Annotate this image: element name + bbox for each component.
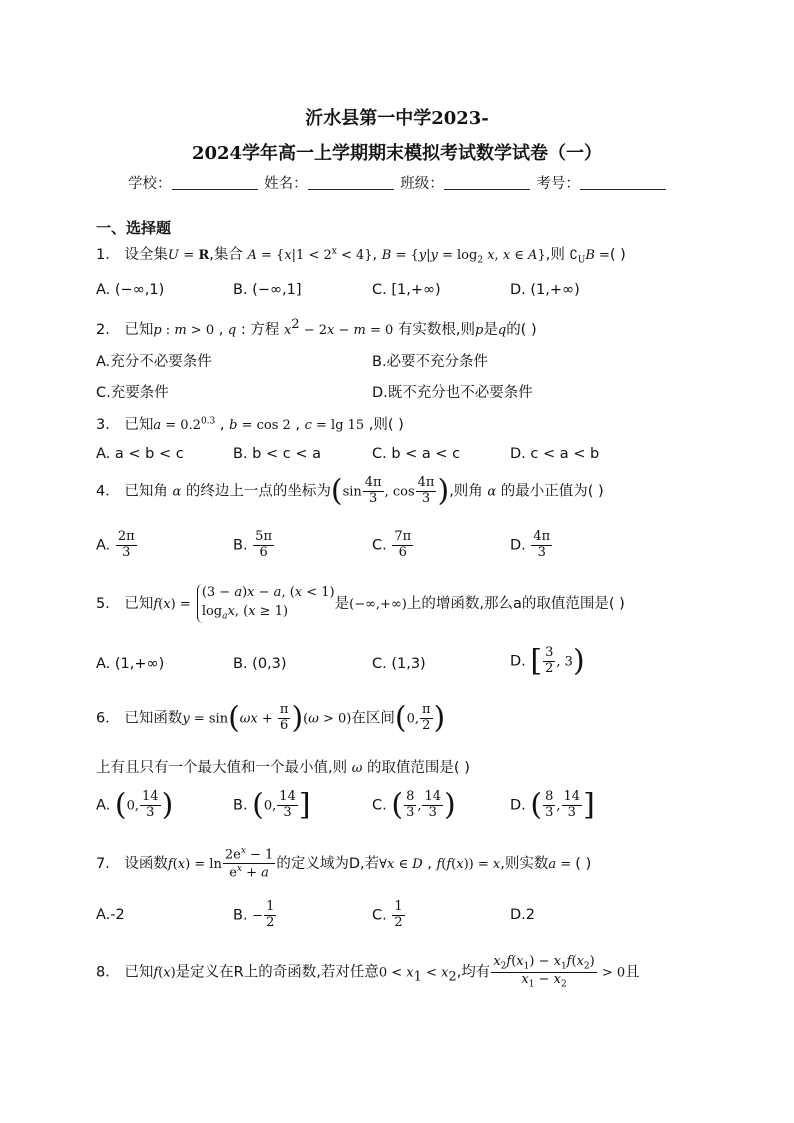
question-text: 已知角 xyxy=(124,483,168,500)
q7-option-a[interactable]: A.-2 xyxy=(96,907,125,923)
question-number: 6． xyxy=(96,710,120,727)
question-text: 已知 xyxy=(124,964,154,981)
question-2: 2． 已知p : m > 0 , q : 方程 $x^2 - 2x - m = 0$ 有实数根,则p是q的( ) xyxy=(96,317,537,338)
question-text: 是定义在R上的奇函数,若对任意 xyxy=(175,964,379,981)
question-number: 3． xyxy=(96,417,120,433)
name-field[interactable] xyxy=(308,175,394,190)
question-text: ,则角 xyxy=(449,483,483,500)
question-3: 3． 已知$a = 0.2^{0.3}$ , b = cos 2 , c = lg 15 ,则( ) xyxy=(96,416,404,433)
q1-option-a[interactable]: A. (−∞,1) xyxy=(96,282,165,298)
q5-option-a[interactable]: A. (1,+∞) xyxy=(96,656,165,672)
q1-option-c[interactable]: C. [1,+∞) xyxy=(372,282,441,298)
question-6: 6． 已知函数y = sin(ωx + $\frac{\pi}{6}$ )(ω > 0)在区间(0, $\frac{\pi}{2}$ ) xyxy=(96,700,446,736)
exam-title-line2: 2024学年高一上学期期末模拟考试数学试卷（一） xyxy=(191,143,603,164)
q5-option-d[interactable]: D. [ $\frac{3}{2}$ , 3) xyxy=(510,643,585,679)
question-text: ,则实数 xyxy=(500,855,549,872)
q5-option-c[interactable]: C. (1,3) xyxy=(372,656,426,672)
question-text: 且 xyxy=(625,964,640,981)
question-text: 上的增函数,那么a的取值范围是( ) xyxy=(406,595,625,612)
question-1: 1． 设全集U = R,集合 $A = \{x|1 < 2^x < 4\}$, $B = \{y|y = \log_2 x$, x ∈ A},则 $∁_UB$ =( ) xyxy=(96,246,626,266)
q5-option-b[interactable]: B. (0,3) xyxy=(233,656,287,672)
q2-option-d[interactable]: D.既不充分也不必要条件 xyxy=(372,385,533,401)
question-number: 7． xyxy=(96,855,120,872)
q1-option-b[interactable]: B. (−∞,1] xyxy=(233,282,302,298)
q2-option-b[interactable]: B.必要不充分条件 xyxy=(372,354,489,370)
q3-option-b[interactable]: B. b < c < a xyxy=(233,446,321,462)
question-text: 的最小正值为( ) xyxy=(500,483,604,500)
question-text: 在区间 xyxy=(351,710,395,727)
number-field[interactable] xyxy=(580,175,666,190)
q6-option-a[interactable]: A. (0, $\frac{14}{3}$ ) xyxy=(96,787,174,823)
q4-option-a[interactable]: A. $\frac{2\pi}{3}$ xyxy=(96,529,135,560)
question-number: 2． xyxy=(96,321,120,338)
student-info-row xyxy=(128,172,668,193)
q4-option-b[interactable]: B. $\frac{5\pi}{6}$ xyxy=(233,529,272,560)
q2-option-a[interactable]: A.充分不必要条件 xyxy=(96,354,212,370)
question-5: 5． 已知f(x) = (3 − a)x − a, (x < 1) $\log_ax$, (x ≥ 1) 是(−∞,+∞)上的增函数,那么a的取值范围是( ) xyxy=(96,584,625,623)
piecewise-definition: (3 − a)x − a, (x < 1) $\log_ax$, (x ≥ 1) xyxy=(197,584,335,623)
question-text: 已知 xyxy=(124,417,154,433)
question-text: 的定义域为D,若 xyxy=(276,855,380,872)
question-text: 上有且只有一个最大值和一个最小值,则 xyxy=(96,760,348,776)
question-text: 的取值范围是( ) xyxy=(366,760,470,776)
q3-option-d[interactable]: D. c < a < b xyxy=(510,446,600,462)
q4-option-c[interactable]: C. $\frac{7\pi}{6}$ xyxy=(372,529,412,560)
question-4: 4． 已知角 α 的终边上一点的坐标为(sin $\frac{4\pi}{3}$ , cos $\frac{4\pi}{3}$ ),则角 α 的最小正值为( ) xyxy=(96,473,604,509)
school-label: 学校： xyxy=(128,176,172,192)
question-number: 1． xyxy=(96,247,120,263)
number-label: 考号： xyxy=(536,176,580,192)
question-number: 4． xyxy=(96,483,120,500)
q1-option-d[interactable]: D. (1,+∞) xyxy=(510,282,580,298)
q7-option-d[interactable]: D.2 xyxy=(510,907,535,923)
q4-option-d[interactable]: D. $\frac{4\pi}{3}$ xyxy=(510,529,551,560)
question-8: 8． 已知f(x)是定义在R上的奇函数,若对任意$0 < x_1 < x_2$,均有 $\frac{x_2f(x_1) - x_1f(x_2)}{x_1 - x_2}$ > 0且 xyxy=(96,954,640,990)
q7-option-c[interactable]: C. $\frac{1}{2}$ xyxy=(372,899,403,930)
section-title: 一、选择题 xyxy=(96,219,172,237)
q2-option-c[interactable]: C.充要条件 xyxy=(96,385,169,401)
class-label: 班级： xyxy=(400,176,444,192)
question-6-cont: 上有且只有一个最大值和一个最小值,则 ω 的取值范围是( ) xyxy=(96,760,470,776)
question-text: 已知 xyxy=(124,595,154,612)
question-text: 设函数 xyxy=(124,855,168,872)
question-text: 已知 xyxy=(124,321,154,338)
question-number: 5． xyxy=(96,595,120,612)
q6-option-c[interactable]: C. ( $\frac{8}{3}$ , $\frac{14}{3}$ ) xyxy=(372,787,456,823)
q7-option-b[interactable]: B. − $\frac{1}{2}$ xyxy=(233,899,275,930)
q3-option-a[interactable]: A. a < b < c xyxy=(96,446,184,462)
class-field[interactable] xyxy=(444,175,530,190)
question-text: 设全集 xyxy=(124,247,168,263)
q6-option-b[interactable]: B. (0, $\frac{14}{3}$ ] xyxy=(233,787,311,823)
q3-option-c[interactable]: C. b < a < c xyxy=(372,446,461,462)
school-field[interactable] xyxy=(172,175,258,190)
question-text: 的终边上一点的坐标为 xyxy=(185,483,331,500)
q6-option-d[interactable]: D. ( $\frac{8}{3}$ , $\frac{14}{3}$ ] xyxy=(510,787,595,823)
question-text: ( ) xyxy=(575,855,592,872)
question-text: 已知函数 xyxy=(124,710,183,727)
question-text: ,均有 xyxy=(456,964,491,981)
question-number: 8． xyxy=(96,964,120,981)
question-7: 7． 设函数f(x) = ln $\frac{2e^x - 1}{e^x + a}$ 的定义域为D,若∀x ∈ D , f(f(x)) = x,则实数a = ( ) xyxy=(96,846,592,881)
question-text: 是 xyxy=(334,595,350,612)
exam-title-line1: 沂水县第一中学2023- xyxy=(305,108,489,129)
name-label: 姓名： xyxy=(264,176,308,192)
